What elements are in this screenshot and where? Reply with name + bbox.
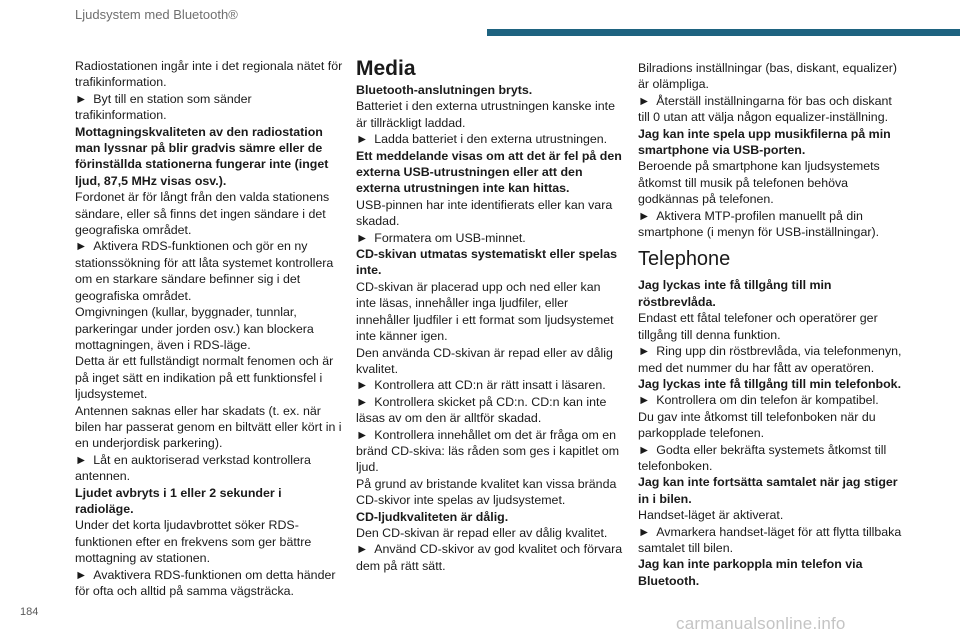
- action-text: Godta eller bekräfta systemets åtkomst till telefonboken.: [638, 442, 887, 473]
- arrow-icon: ►: [75, 452, 88, 467]
- action-text: Kontrollera om din telefon är kompatibel.: [656, 393, 879, 408]
- body-paragraph: Handset-läget är aktiverat.: [638, 508, 784, 523]
- action-text: Kontrollera innehållet om det är fråga om en bränd CD-skiva: läs råden som ges i kapitlet om ljud.: [356, 427, 620, 475]
- page-number: 184: [20, 606, 39, 618]
- body-paragraph: Detta är ett fullständigt normalt fenomen och är på inget sätt en indikation på ett funktionsfel i ljudsystemet.: [75, 354, 334, 402]
- action-text: Använd CD-skivor av god kvalitet och förvara dem på rätt sätt.: [356, 542, 623, 573]
- problem-heading: Mottagningskvaliteten av den radiostation man lyssnar på blir gradvis sämre eller de förinställda stationerna fungerar inte (inget ljud, 87,5 MHz visas osv.).: [75, 124, 329, 188]
- arrow-icon: ►: [75, 91, 88, 106]
- text-column-2: [356, 58, 623, 574]
- action-step: [356, 427, 623, 476]
- action-step: [356, 230, 623, 246]
- action-step: [638, 208, 906, 241]
- body-paragraph: Radiostationen ingår inte i det regionala nätet för trafikinformation.: [75, 59, 343, 90]
- action-step: [356, 541, 623, 574]
- action-text: Avaktivera RDS-funktionen om detta händer för ofta och alltid på samma vägsträcka.: [75, 567, 336, 598]
- arrow-icon: ►: [638, 344, 651, 359]
- body-paragraph: På grund av bristande kvalitet kan vissa brända CD-skivor inte spelas av ljudsystemet.: [356, 476, 617, 508]
- problem-heading: CD-ljudkvaliteten är dålig.: [356, 509, 509, 524]
- arrow-icon: ►: [638, 208, 651, 223]
- action-step: [638, 442, 906, 475]
- action-step: [638, 343, 906, 376]
- action-text: Byt till en station som sänder trafikinformation.: [75, 91, 252, 123]
- action-step: [638, 93, 906, 126]
- action-step: [75, 452, 343, 485]
- problem-heading: CD-skivan utmatas systematiskt eller spelas inte.: [356, 247, 618, 278]
- arrow-icon: ►: [638, 442, 651, 457]
- arrow-icon: ►: [638, 393, 651, 408]
- action-step: [638, 392, 906, 408]
- action-step: [75, 567, 343, 600]
- arrow-icon: ►: [356, 378, 369, 393]
- section-heading: Telephone: [638, 248, 731, 271]
- header-accent-bar: [487, 29, 960, 36]
- problem-heading: Ett meddelande visas om att det är fel på den externa USB-utrustningen eller att den externa utrustningen inte kan hittas.: [356, 148, 622, 196]
- action-text: Ring upp din röstbrevlåda, via telefonmenyn, med det nummer du har fått av operatören.: [638, 344, 902, 375]
- body-paragraph: Du gav inte åtkomst till telefonboken när du parkopplade telefonen.: [638, 409, 876, 441]
- running-header-title: Ljudsystem med Bluetooth®: [75, 7, 238, 22]
- body-paragraph: Antennen saknas eller har skadats (t. ex. när bilen har passerat genom en biltvätt eller kört in i en underjordisk parkering).: [75, 403, 342, 451]
- action-text: Kontrollera skicket på CD:n. CD:n kan inte läsas av om den är alltför skadad.: [356, 394, 607, 426]
- watermark: carmanualsonline.info: [676, 614, 846, 633]
- body-paragraph: USB-pinnen har inte identifierats eller kan vara skadad.: [356, 197, 613, 229]
- arrow-icon: ►: [356, 394, 369, 409]
- action-text: Ladda batteriet i den externa utrustningen.: [374, 132, 608, 147]
- problem-heading: Ljudet avbryts i 1 eller 2 sekunder i radioläge.: [75, 485, 282, 516]
- action-step: [356, 394, 623, 427]
- section-heading: Media: [356, 57, 416, 80]
- body-paragraph: Omgivningen (kullar, byggnader, tunnlar, parkeringar under jorden osv.) kan blockera mottagningen, även i RDS-läge.: [75, 305, 314, 352]
- arrow-icon: ►: [75, 239, 88, 254]
- action-step: [356, 131, 623, 147]
- arrow-icon: ►: [638, 524, 651, 539]
- text-column-1: [75, 58, 343, 599]
- action-step: [638, 524, 906, 557]
- problem-heading: Jag kan inte spela upp musikfilerna på min smartphone via USB-porten.: [638, 126, 891, 158]
- action-text: Aktivera RDS-funktionen och gör en ny stationssökning för att låta systemet kontrollera om en starkare sändare befinner sig i det geografiska området.: [75, 239, 334, 303]
- text-column-3: [638, 60, 906, 589]
- action-text: Avmarkera handset-läget för att flytta tillbaka samtalet till bilen.: [638, 524, 902, 555]
- body-paragraph: Den använda CD-skivan är repad eller av dålig kvalitet.: [356, 345, 613, 376]
- problem-heading: Jag kan inte parkoppla min telefon via Bluetooth.: [638, 557, 863, 588]
- action-text: Låt en auktoriserad verkstad kontrollera antennen.: [75, 452, 311, 484]
- body-paragraph: Under det korta ljudavbrottet söker RDS-funktionen efter en frekvens som ger bättre mottagning av stationen.: [75, 518, 312, 566]
- body-paragraph: Endast ett fåtal telefoner och operatörer ger tillgång till denna funktion.: [638, 311, 878, 342]
- body-paragraph: Bilradions inställningar (bas, diskant, equalizer) är olämpliga.: [638, 61, 897, 92]
- arrow-icon: ►: [356, 542, 369, 557]
- arrow-icon: ►: [356, 427, 369, 442]
- problem-heading: Jag lyckas inte få tillgång till min röstbrevlåda.: [638, 278, 832, 309]
- body-paragraph: Den CD-skivan är repad eller av dålig kvalitet.: [356, 525, 608, 540]
- body-paragraph: Beroende på smartphone kan ljudsystemets åtkomst till musik på telefonen behöva godkännas på telefonen.: [638, 159, 880, 207]
- action-step: [75, 91, 343, 124]
- arrow-icon: ►: [356, 230, 369, 245]
- body-paragraph: Batteriet i den externa utrustningen kanske inte är tillräckligt laddad.: [356, 99, 615, 130]
- body-paragraph: CD-skivan är placerad upp och ned eller kan inte läsas, innehåller inga ljudfiler, eller innehåller ljudfiler i ett format som ljudsystemet inte känner igen.: [356, 279, 614, 344]
- action-text: Kontrollera att CD:n är rätt insatt i läsaren.: [374, 378, 606, 393]
- body-paragraph: Fordonet är för långt från den valda stationens sändare, eller så finns det ingen sändare i det geografiska området.: [75, 190, 330, 238]
- action-text: Återställ inställningarna för bas och diskant till 0 utan att välja någon equalizer-inställning.: [638, 93, 892, 125]
- arrow-icon: ►: [75, 567, 88, 582]
- action-text: Aktivera MTP-profilen manuellt på din smartphone (i menyn för USB-inställningar).: [638, 208, 880, 240]
- problem-heading: Jag kan inte fortsätta samtalet när jag stiger in i bilen.: [638, 475, 898, 506]
- arrow-icon: ►: [356, 132, 369, 147]
- action-step: [75, 238, 343, 304]
- action-text: Formatera om USB-minnet.: [374, 230, 526, 245]
- problem-heading: Jag lyckas inte få tillgång till min telefonbok.: [638, 376, 902, 391]
- action-step: [356, 377, 623, 393]
- arrow-icon: ►: [638, 93, 651, 108]
- problem-heading: Bluetooth-anslutningen bryts.: [356, 83, 533, 97]
